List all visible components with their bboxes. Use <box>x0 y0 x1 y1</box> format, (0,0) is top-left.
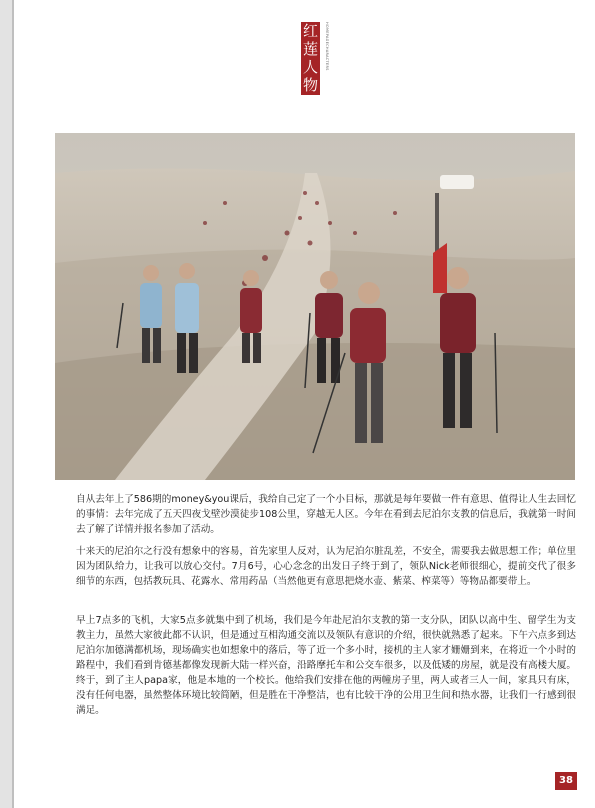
paragraph-3: 早上7点多的飞机，大家5点多就集中到了机场，我们是今年赴尼泊尔支教的第一支分队，团队以高中生、留学生为支教主力，虽然大家彼此都不认识，但是通过互相沟通交流以及领队有意识的介绍，很快就熟悉了起来。下午六点多到达尼泊尔加德满都机场，现场确实也如想象中的落后，等了近一个多小时，接机的主人家才姗姗到来，在将近一个小时的路程中，我们看到肯德基都像发现新大陆一样兴奋，沿路摩托车和公交车很多，以及低矮的房屋，就是没有高楼大厦。终于，到了主人papa家，他是本地的一个校长。他给我们安排在他的两幢房子里，两人或者三人一间，家具只有床，没有任何电器，虽然整体环境比较简陋，但是胜在干净整洁，也有比较干净的公用卫生间和热水器，让我们一行感到很满足。 <box>76 615 576 716</box>
page-edge-line <box>12 0 14 808</box>
paragraph-2: 十来天的尼泊尔之行没有想象中的容易，首先家里人反对，认为尼泊尔脏乱差，不安全，需要我去做思想工作；单位里因为团队给力，让我可以放心交付。7月6号，心心念念的出发日子终于到了，领队Nick老师很细心，提前交代了很多细节的东西，包括教玩具、花露水、常用药品（当然他更有意思把烧水壶、紫菜、榨菜等）等物品都要带上。 <box>76 546 576 587</box>
paragraph-1: 自从去年上了586期的money&you课后，我给自己定了一个小目标，那就是每年要做一件有意思、值得让人生去回忆的事情：去年完成了五天四夜戈壁沙漠徒步108公里，穿越无人区。今年在看到去尼泊尔支教的信息后，我就第一时间去了解了详情并报名参加了活动。 <box>76 494 576 535</box>
logo-char-3: 人 <box>302 58 318 76</box>
logo-subtitle: HOMEPAGECHARACTERS <box>325 22 329 71</box>
page-number: 38 <box>555 772 577 790</box>
desert-trek-illustration <box>55 133 575 480</box>
logo-char-4: 物 <box>302 76 318 94</box>
logo-char-1: 红 <box>302 22 318 40</box>
logo-char-2: 莲 <box>302 40 318 58</box>
section-logo <box>301 22 331 94</box>
desert-trek-photo <box>55 133 575 480</box>
